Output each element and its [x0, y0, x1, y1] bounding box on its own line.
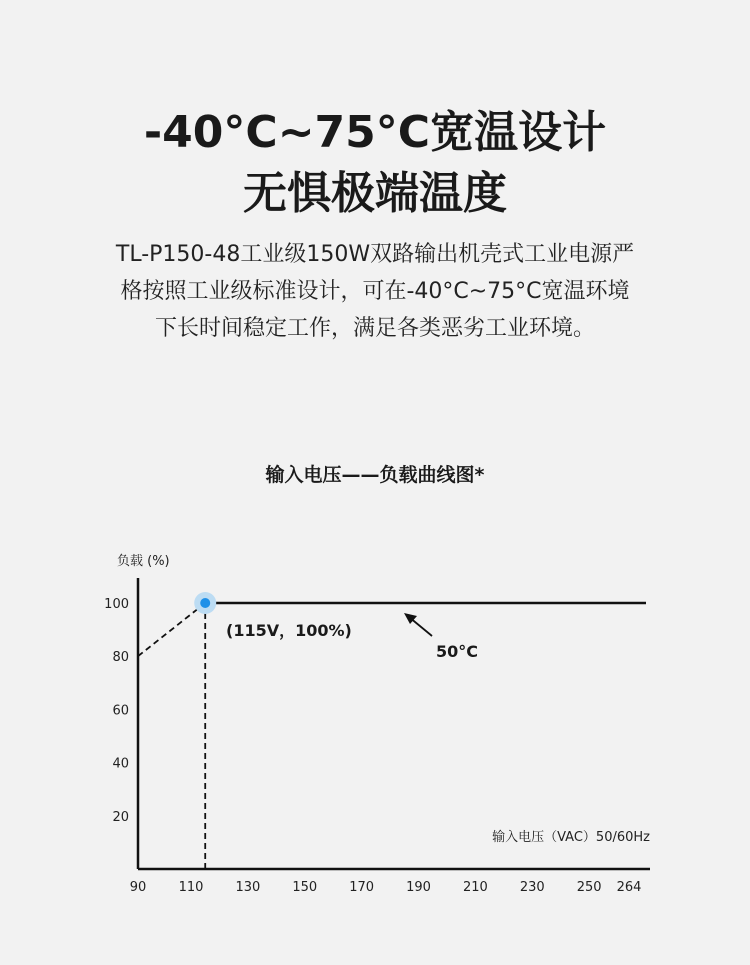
y-tick-label: 40: [112, 756, 129, 772]
headline-line-2: 无惧极端温度: [243, 168, 507, 219]
product-description: [60, 236, 690, 347]
y-axis-label: 负载 (%): [117, 554, 170, 569]
y-tick-label: 20: [112, 809, 129, 825]
chart-ticks: [104, 597, 641, 895]
headline-line-1: -40°C~75°C宽温设计: [143, 107, 607, 158]
description-line: 下长时间稳定工作，满足各类恶劣工业环境。: [154, 316, 595, 341]
x-tick-label: 250: [576, 880, 602, 895]
y-tick-label: 100: [104, 597, 129, 612]
chart-marks: [138, 592, 646, 869]
y-tick-label: 60: [112, 703, 129, 719]
description-line: TL-P150-48工业级150W双路输出机壳式工业电源严: [115, 242, 635, 267]
series-annotation: 50°C: [436, 642, 479, 661]
series-ramp-segment: [138, 603, 205, 656]
highlight-point: [200, 598, 210, 608]
x-tick-label: 190: [406, 880, 431, 895]
y-tick-label: 80: [112, 650, 129, 666]
x-tick-label: 264: [616, 880, 642, 895]
highlight-label: (115V，100%): [226, 621, 352, 640]
description-line: 格按照工业级标准设计，可在-40°C~75°C宽温环境: [120, 279, 630, 304]
x-tick-label: 170: [349, 880, 375, 895]
x-tick-label: 110: [178, 880, 204, 895]
x-tick-label: 150: [292, 880, 318, 895]
x-tick-label: 210: [463, 880, 488, 895]
x-tick-label: 90: [129, 880, 147, 895]
chart-title: 输入电压——负载曲线图*: [265, 464, 485, 486]
chart-axes: [138, 578, 650, 869]
x-tick-label: 230: [519, 880, 545, 895]
x-axis-label: 输入电压（VAC）50/60Hz: [492, 830, 650, 845]
voltage-load-chart: [0, 530, 750, 910]
x-tick-label: 130: [235, 880, 261, 895]
